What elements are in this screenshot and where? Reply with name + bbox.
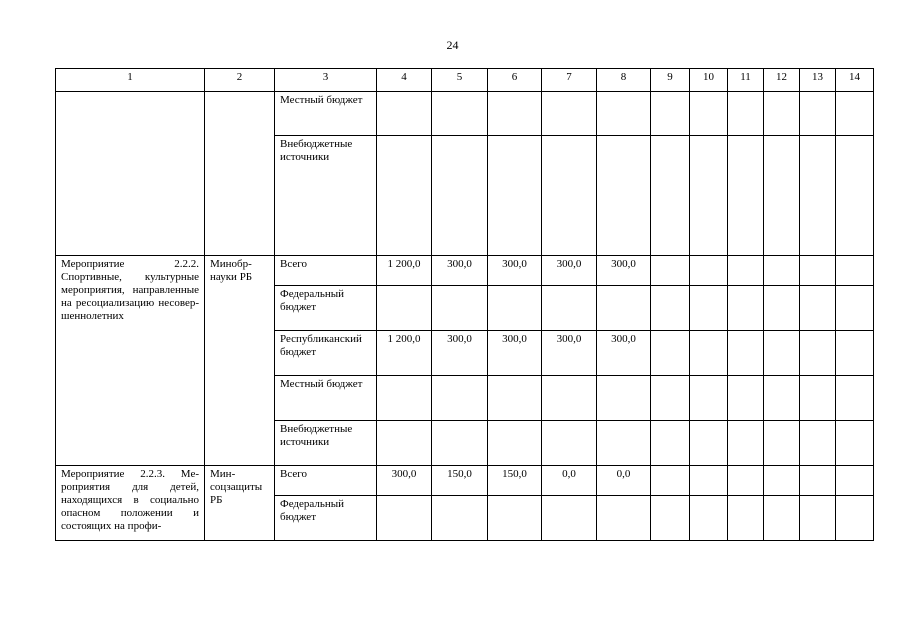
value-cell bbox=[728, 136, 764, 256]
funding-source-cell: Всего bbox=[275, 256, 377, 286]
value-cell bbox=[377, 136, 432, 256]
value-cell bbox=[728, 496, 764, 541]
value-cell: 1 200,0 bbox=[377, 331, 432, 376]
executor-cell: Минсоцзащиты РБ bbox=[205, 466, 275, 541]
value-cell bbox=[800, 496, 836, 541]
value-cell bbox=[836, 92, 874, 136]
value-cell: 300,0 bbox=[542, 331, 597, 376]
value-cell bbox=[432, 496, 488, 541]
value-cell bbox=[432, 136, 488, 256]
value-cell bbox=[836, 136, 874, 256]
value-cell bbox=[488, 376, 542, 421]
value-cell bbox=[764, 331, 800, 376]
value-cell bbox=[800, 331, 836, 376]
value-cell: 0,0 bbox=[597, 466, 651, 496]
value-cell bbox=[690, 331, 728, 376]
value-cell bbox=[836, 466, 874, 496]
value-cell bbox=[764, 256, 800, 286]
value-cell bbox=[542, 421, 597, 466]
value-cell: 300,0 bbox=[377, 466, 432, 496]
value-cell bbox=[432, 376, 488, 421]
value-cell bbox=[488, 136, 542, 256]
value-cell bbox=[597, 92, 651, 136]
value-cell bbox=[764, 421, 800, 466]
value-cell bbox=[836, 286, 874, 331]
value-cell bbox=[377, 286, 432, 331]
value-cell bbox=[488, 286, 542, 331]
funding-source-cell: Всего bbox=[275, 466, 377, 496]
value-cell: 300,0 bbox=[432, 256, 488, 286]
value-cell: 150,0 bbox=[432, 466, 488, 496]
funding-source-cell: Местный бюджет bbox=[275, 376, 377, 421]
header-cell: 14 bbox=[836, 69, 874, 92]
budget-table bbox=[55, 68, 874, 541]
value-cell bbox=[690, 136, 728, 256]
value-cell bbox=[836, 256, 874, 286]
header-cell: 12 bbox=[764, 69, 800, 92]
value-cell: 300,0 bbox=[432, 331, 488, 376]
value-cell bbox=[728, 376, 764, 421]
value-cell bbox=[651, 466, 690, 496]
value-cell bbox=[377, 376, 432, 421]
value-cell bbox=[764, 286, 800, 331]
executor-cell: Минобрнауки РБ bbox=[205, 256, 275, 466]
value-cell bbox=[800, 256, 836, 286]
funding-source-cell: Местный бюджет bbox=[275, 92, 377, 136]
header-row bbox=[56, 69, 874, 92]
header-cell: 2 bbox=[205, 69, 275, 92]
value-cell bbox=[764, 136, 800, 256]
activity-cell bbox=[56, 92, 205, 256]
page-number: 24 bbox=[446, 38, 459, 52]
funding-source-cell: Республиканский бюджет bbox=[275, 331, 377, 376]
value-cell bbox=[690, 376, 728, 421]
value-cell bbox=[651, 286, 690, 331]
value-cell bbox=[651, 331, 690, 376]
value-cell bbox=[836, 376, 874, 421]
value-cell bbox=[690, 256, 728, 286]
value-cell bbox=[597, 136, 651, 256]
value-cell bbox=[690, 92, 728, 136]
value-cell bbox=[836, 331, 874, 376]
value-cell bbox=[488, 496, 542, 541]
value-cell: 300,0 bbox=[488, 256, 542, 286]
value-cell bbox=[800, 466, 836, 496]
value-cell bbox=[432, 421, 488, 466]
value-cell bbox=[542, 496, 597, 541]
header-cell: 13 bbox=[800, 69, 836, 92]
table-row bbox=[56, 256, 874, 286]
value-cell: 0,0 bbox=[542, 466, 597, 496]
value-cell bbox=[690, 421, 728, 466]
header-cell: 1 bbox=[56, 69, 205, 92]
table-row bbox=[56, 466, 874, 496]
value-cell bbox=[764, 376, 800, 421]
value-cell bbox=[488, 421, 542, 466]
value-cell bbox=[690, 496, 728, 541]
value-cell bbox=[651, 136, 690, 256]
value-cell bbox=[542, 92, 597, 136]
funding-source-cell: Федеральный бюджет bbox=[275, 496, 377, 541]
value-cell bbox=[651, 421, 690, 466]
value-cell bbox=[597, 421, 651, 466]
value-cell bbox=[728, 421, 764, 466]
table-row bbox=[56, 92, 874, 136]
activity-cell: Мероприятие 2.2.2. Спортивные, культурные мероприятия, направленные на ресоциализацию несовершеннолетних bbox=[56, 256, 205, 466]
funding-source-cell: Внебюджетные источники bbox=[275, 421, 377, 466]
header-cell: 10 bbox=[690, 69, 728, 92]
value-cell bbox=[377, 496, 432, 541]
funding-source-cell: Внебюджетные источники bbox=[275, 136, 377, 256]
header-cell: 9 bbox=[651, 69, 690, 92]
value-cell bbox=[800, 421, 836, 466]
value-cell bbox=[377, 421, 432, 466]
header-cell: 7 bbox=[542, 69, 597, 92]
value-cell bbox=[800, 286, 836, 331]
value-cell bbox=[690, 286, 728, 331]
value-cell bbox=[728, 256, 764, 286]
value-cell bbox=[597, 496, 651, 541]
value-cell: 300,0 bbox=[597, 331, 651, 376]
value-cell bbox=[764, 466, 800, 496]
value-cell bbox=[800, 92, 836, 136]
value-cell bbox=[764, 92, 800, 136]
value-cell bbox=[651, 376, 690, 421]
value-cell bbox=[488, 92, 542, 136]
value-cell bbox=[651, 496, 690, 541]
value-cell bbox=[651, 256, 690, 286]
value-cell: 300,0 bbox=[542, 256, 597, 286]
value-cell bbox=[764, 496, 800, 541]
header-cell: 8 bbox=[597, 69, 651, 92]
header-cell: 11 bbox=[728, 69, 764, 92]
value-cell bbox=[542, 286, 597, 331]
value-cell bbox=[836, 496, 874, 541]
value-cell bbox=[836, 421, 874, 466]
value-cell bbox=[432, 92, 488, 136]
value-cell: 300,0 bbox=[597, 256, 651, 286]
header-cell: 4 bbox=[377, 69, 432, 92]
value-cell bbox=[728, 331, 764, 376]
value-cell bbox=[728, 466, 764, 496]
header-cell: 6 bbox=[488, 69, 542, 92]
value-cell: 1 200,0 bbox=[377, 256, 432, 286]
header-cell: 5 bbox=[432, 69, 488, 92]
header-cell: 3 bbox=[275, 69, 377, 92]
value-cell bbox=[597, 286, 651, 331]
value-cell bbox=[542, 136, 597, 256]
value-cell bbox=[377, 92, 432, 136]
value-cell bbox=[597, 376, 651, 421]
value-cell: 300,0 bbox=[488, 331, 542, 376]
value-cell bbox=[800, 376, 836, 421]
value-cell bbox=[651, 92, 690, 136]
value-cell bbox=[542, 376, 597, 421]
value-cell bbox=[800, 136, 836, 256]
value-cell bbox=[432, 286, 488, 331]
executor-cell bbox=[205, 92, 275, 256]
value-cell bbox=[728, 92, 764, 136]
activity-cell: Мероприятие 2.2.3. Мероприятия для детей, находящихся в социально опасном положении и состоящих на профи- bbox=[56, 466, 205, 541]
value-cell bbox=[690, 466, 728, 496]
value-cell bbox=[728, 286, 764, 331]
value-cell: 150,0 bbox=[488, 466, 542, 496]
funding-source-cell: Федеральный бюджет bbox=[275, 286, 377, 331]
